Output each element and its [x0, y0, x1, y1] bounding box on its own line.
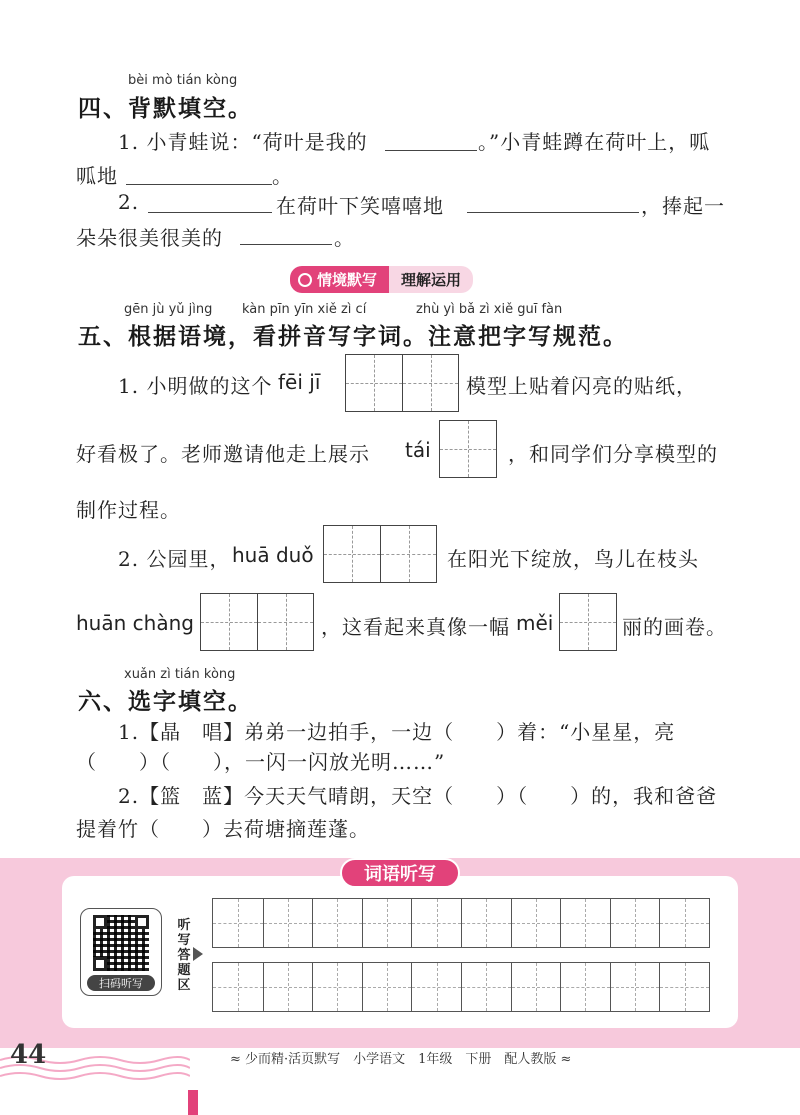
- dictation-cell[interactable]: [362, 963, 412, 1011]
- sec4-q2-text-b: 在荷叶下笑嘻嘻地: [276, 194, 444, 218]
- medal-icon: [298, 273, 312, 287]
- dictation-cell[interactable]: [511, 963, 561, 1011]
- sec4-q2-text-e: 。: [334, 226, 355, 250]
- sec5-q1-text-b: 模型上贴着闪亮的贴纸，: [466, 374, 697, 398]
- dictation-cell[interactable]: [610, 899, 660, 947]
- qr-corner: [135, 915, 149, 929]
- dictation-cell[interactable]: [362, 899, 412, 947]
- sec6-q1-line-1: 1.【晶 唱】弟弟一边拍手，一边（ ）着：“小星星，亮: [118, 720, 676, 744]
- dictation-cell[interactable]: [213, 899, 263, 947]
- dictation-cell[interactable]: [263, 963, 313, 1011]
- sec5-q1-text-c: 好看极了。老师邀请他走上展示: [76, 442, 370, 466]
- sec6-q2-line-1: 2.【篮 蓝】今天天气晴朗，天空（ ）（ ）的，我和爸爸: [118, 784, 718, 808]
- sec4-pinyin: bèi mò tián kòng: [128, 73, 238, 88]
- sec5-q2-grid-2[interactable]: [200, 593, 314, 651]
- sec5-q2-text-b: 在阳光下绽放，鸟儿在枝头: [447, 547, 699, 571]
- sec5-q1-text-e: 制作过程。: [76, 498, 181, 522]
- sec5-q2-grid-3[interactable]: [559, 593, 617, 651]
- dictation-cell[interactable]: [659, 899, 709, 947]
- dictation-cell[interactable]: [560, 899, 610, 947]
- dictation-cell[interactable]: [461, 963, 511, 1011]
- sec6-q2-line-2: 提着竹（ ）去荷塘摘莲蓬。: [76, 817, 370, 841]
- qr-block[interactable]: [80, 908, 162, 996]
- badge-left: [290, 266, 389, 293]
- sec6-title: 六、选字填空。: [78, 689, 253, 715]
- sec5-q2-grid-1[interactable]: [323, 525, 437, 583]
- dictation-cell[interactable]: [610, 963, 660, 1011]
- sec6-q1-line-2: （ ）（ ），一闪一闪放光明……”: [76, 750, 446, 774]
- dictation-cell[interactable]: [312, 899, 362, 947]
- sec5-pinyin-2: kàn pīn yīn xiě zì cí: [242, 302, 367, 317]
- sec5-q1-grid-2[interactable]: [439, 420, 497, 478]
- dictation-cell[interactable]: [263, 899, 313, 947]
- grid-cell[interactable]: [257, 594, 313, 650]
- sec4-q2-text-a: 2.: [118, 190, 140, 214]
- area-label-char: 写: [177, 933, 191, 948]
- sec5-q1-grid-1[interactable]: [345, 354, 459, 412]
- sec5-q1-text-a: 1. 小明做的这个: [118, 374, 273, 398]
- dictation-row-1[interactable]: [212, 898, 710, 948]
- area-label-char: 区: [177, 978, 191, 993]
- page-number: 44: [10, 1040, 47, 1070]
- sec4-q1-blank-2[interactable]: [126, 184, 272, 185]
- grid-cell[interactable]: [402, 355, 458, 411]
- badge-left-label: 情境默写: [317, 271, 378, 289]
- dictation-cell[interactable]: [511, 899, 561, 947]
- sec5-q2-pinyin-1: huā duǒ: [232, 543, 314, 567]
- footer-text: ≈ 少而精·活页默写 小学语文 1年级 下册 配人教版 ≈: [230, 1052, 572, 1067]
- area-label-char: 听: [177, 918, 191, 933]
- sec4-q1-text-d: 。: [272, 164, 293, 188]
- dictation-cell[interactable]: [411, 899, 461, 947]
- answer-area-label: [176, 918, 192, 993]
- sec4-title: 四、背默填空。: [78, 96, 253, 122]
- sec5-q1-pinyin-1: fēi jī: [278, 370, 321, 394]
- sec5-q2-text-d: 丽的画卷。: [622, 615, 727, 639]
- qr-corner: [93, 915, 107, 929]
- grid-cell[interactable]: [380, 526, 436, 582]
- dictation-cell[interactable]: [560, 963, 610, 1011]
- sec5-q1-text-d: ，和同学们分享模型的: [508, 442, 718, 466]
- sec4-q2-text-c: ，捧起一: [641, 194, 725, 218]
- edge-tab: [188, 1090, 198, 1115]
- sec5-title: 五、根据语境，看拼音写字词。注意把字写规范。: [78, 324, 628, 350]
- section-badge: [290, 266, 473, 293]
- badge-right-label: 理解运用: [389, 266, 473, 293]
- sec5-q1-pinyin-2: tái: [405, 438, 431, 462]
- dictation-cell[interactable]: [461, 899, 511, 947]
- sec5-q2-pinyin-3: měi: [516, 611, 554, 635]
- sec4-q2-blank-3[interactable]: [240, 244, 332, 245]
- grid-cell[interactable]: [440, 421, 496, 477]
- grid-cell[interactable]: [324, 526, 380, 582]
- sec4-q2-text-d: 朵朵很美很美的: [76, 226, 223, 250]
- sec5-q2-pinyin-2: huān chàng: [76, 611, 194, 635]
- dictation-title: 词语听写: [340, 858, 460, 888]
- dictation-cell[interactable]: [411, 963, 461, 1011]
- sec4-q2-blank-1[interactable]: [148, 212, 272, 213]
- sec4-q1-blank-1[interactable]: [385, 150, 477, 151]
- dictation-cell[interactable]: [659, 963, 709, 1011]
- sec4-q1-text-a: 1. 小青蛙说：“荷叶是我的: [118, 130, 368, 154]
- grid-cell[interactable]: [201, 594, 257, 650]
- area-label-char: 题: [177, 963, 191, 978]
- dictation-row-2[interactable]: [212, 962, 710, 1012]
- arrow-right-icon: [193, 947, 203, 961]
- qr-label: 扫码听写: [87, 975, 155, 991]
- qr-corner: [93, 957, 107, 971]
- sec4-q2-blank-2[interactable]: [467, 212, 639, 213]
- dictation-cell[interactable]: [312, 963, 362, 1011]
- sec5-q2-text-a: 2. 公园里，: [118, 547, 231, 571]
- grid-cell[interactable]: [346, 355, 402, 411]
- sec6-pinyin: xuǎn zì tián kòng: [124, 667, 236, 682]
- area-label-char: 答: [177, 948, 191, 963]
- sec5-pinyin-3: zhù yì bǎ zì xiě guī fàn: [416, 302, 563, 317]
- sec5-pinyin-1: gēn jù yǔ jìng: [124, 302, 213, 317]
- sec4-q1-text-c: 呱地: [76, 164, 118, 188]
- sec4-q1-text-b: 。”小青蛙蹲在荷叶上，呱: [478, 130, 711, 154]
- grid-cell[interactable]: [560, 594, 616, 650]
- dictation-cell[interactable]: [213, 963, 263, 1011]
- sec5-q2-text-c: ，这看起来真像一幅: [321, 615, 510, 639]
